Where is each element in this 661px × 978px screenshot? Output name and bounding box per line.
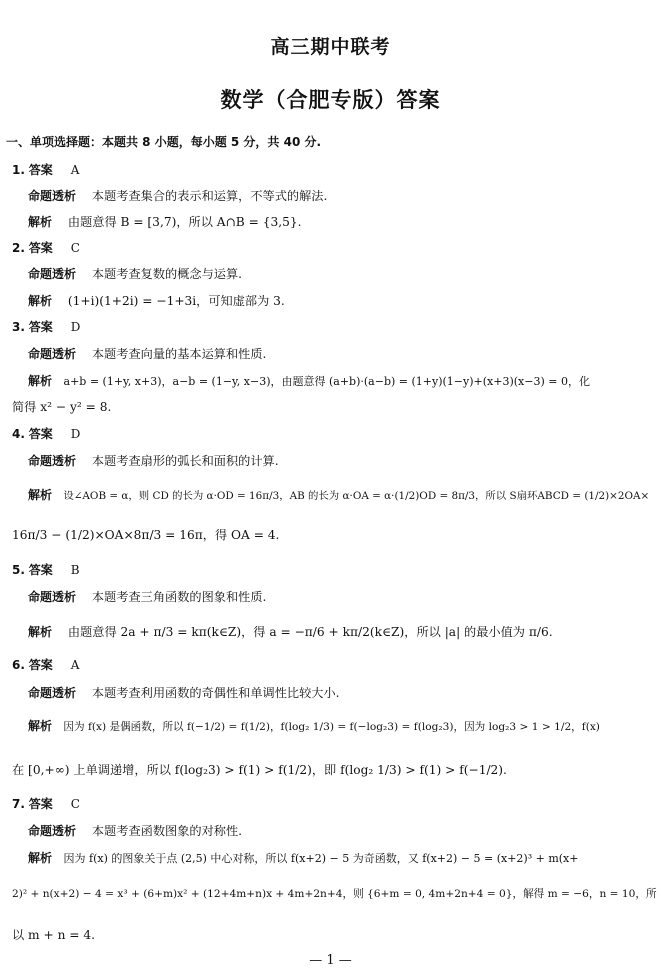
q6-analysis-label: 命题透析 <box>28 686 77 700</box>
q7-answer-value: C <box>70 797 80 811</box>
q3-analysis-text: 本题考查向量的基本运算和性质. <box>91 347 267 361</box>
q6-solution-line <box>28 718 600 735</box>
q3-number: 3. <box>12 320 25 334</box>
q5-analysis-line <box>28 589 266 605</box>
q6-analysis-line <box>28 685 340 701</box>
q2-answer-value: C <box>70 241 80 255</box>
q3-answer-line <box>12 319 80 335</box>
q5-answer-label: 答案 <box>28 563 53 577</box>
q7-analysis-text: 本题考查函数图象的对称性. <box>91 824 243 838</box>
q4-answer-label: 答案 <box>28 427 53 441</box>
q7-solution-end: 以 m + n = 4. <box>12 928 96 942</box>
q6-solution-cont: 在 [0,+∞) 上单调递增，所以 f(log₂3) > f(1) > f(1/2)，即 f(log₂ 1/3) > f(1) > f(−1/2). <box>12 763 507 777</box>
page-title: 高三期中联考 <box>270 36 391 58</box>
q4-analysis-text: 本题考查扇形的弧长和面积的计算. <box>91 454 279 468</box>
q5-answer-line <box>12 562 80 578</box>
q3-answer-label: 答案 <box>28 320 53 334</box>
q2-solution-line <box>28 293 285 309</box>
q4-number: 4. <box>12 427 25 441</box>
q7-solution-cont: 2)² + n(x+2) − 4 = x³ + (6+m)x² + (12+4m+n)x + 4m+2n+4，则 {6+m = 0, 4m+2n+4 = 0}，解得 m = −6，n = 10，所 <box>12 888 657 900</box>
q3-solution-line <box>28 373 590 390</box>
q2-solution-text: (1+i)(1+2i) = −1+3i，可知虚部为 3. <box>67 294 285 308</box>
page-number: — 1 — <box>309 953 352 968</box>
q6-answer-value: A <box>70 658 80 672</box>
q2-number: 2. <box>12 241 25 255</box>
q2-solution-label: 解析 <box>28 294 53 308</box>
q7-answer-label: 答案 <box>28 797 53 811</box>
q2-answer-label: 答案 <box>28 241 53 255</box>
q4-analysis-line <box>28 453 279 469</box>
q1-number: 1. <box>12 163 25 177</box>
q2-answer-line <box>12 240 80 256</box>
q1-analysis-label: 命题透析 <box>28 189 77 203</box>
q5-solution-label: 解析 <box>28 625 53 639</box>
q1-answer-value: A <box>70 163 80 177</box>
q4-solution-label: 解析 <box>28 488 53 502</box>
q4-solution-line <box>28 487 649 504</box>
q5-analysis-text: 本题考查三角函数的图象和性质. <box>91 590 267 604</box>
q3-solution-cont: 简得 x² − y² = 8. <box>12 400 112 414</box>
q3-analysis-label: 命题透析 <box>28 347 77 361</box>
q1-solution-line <box>28 214 301 230</box>
q6-answer-line <box>12 657 79 673</box>
page-subtitle: 数学（合肥专版）答案 <box>220 88 441 112</box>
q2-analysis-label: 命题透析 <box>28 267 77 281</box>
q5-answer-value: B <box>70 563 80 577</box>
q4-answer-value: D <box>70 427 81 441</box>
q7-answer-line <box>12 796 80 812</box>
q2-analysis-text: 本题考查复数的概念与运算. <box>91 267 243 281</box>
section-heading: 一、单项选择题：本题共 8 小题，每小题 5 分，共 40 分. <box>6 135 322 149</box>
q6-answer-label: 答案 <box>28 658 53 672</box>
q7-analysis-label: 命题透析 <box>28 824 77 838</box>
q7-solution-text: 因为 f(x) 的图象关于点 (2,5) 中心对称，所以 f(x+2) − 5 为奇函数，又 f(x+2) − 5 = (x+2)³ + m(x+ <box>63 852 579 865</box>
q5-analysis-label: 命题透析 <box>28 590 77 604</box>
q7-solution-line <box>28 850 578 867</box>
q2-analysis-line <box>28 266 242 282</box>
q1-analysis-text: 本题考查集合的表示和运算，不等式的解法. <box>91 189 328 203</box>
q7-analysis-line <box>28 823 242 839</box>
q3-answer-value: D <box>70 320 81 334</box>
q1-answer-line <box>12 162 79 178</box>
q4-solution-text: 设∠AOB = α，则 CD 的长为 α·OD = 16π/3，AB 的长为 α·OA = α·(1/2)OD = 8π/3，所以 S扇环ABCD = (1/2)×2OA× <box>63 490 650 502</box>
q1-analysis-line <box>28 188 327 204</box>
q4-answer-line <box>12 426 80 442</box>
q7-number: 7. <box>12 797 25 811</box>
q3-solution-text: a+b = (1+y, x+3)，a−b = (1−y, x−3)，由题意得 (a+b)·(a−b) = (1+y)(1−y)+(x+3)(x−3) = 0，化 <box>63 375 590 388</box>
q5-number: 5. <box>12 563 25 577</box>
q6-solution-text: 因为 f(x) 是偶函数，所以 f(−1/2) = f(1/2)，f(log₂ 1/3) = f(−log₂3) = f(log₂3)，因为 log₂3 > 1 > 1/2，f(x) <box>63 721 600 733</box>
q6-number: 6. <box>12 658 25 672</box>
q5-solution-line <box>28 624 553 640</box>
q6-analysis-text: 本题考查利用函数的奇偶性和单调性比较大小. <box>91 686 340 700</box>
q4-analysis-label: 命题透析 <box>28 454 77 468</box>
q1-solution-label: 解析 <box>28 215 53 229</box>
q3-solution-label: 解析 <box>28 374 53 388</box>
q1-solution-text: 由题意得 B = [3,7)，所以 A∩B = {3,5}. <box>67 215 302 229</box>
q4-solution-cont: 16π/3 − (1/2)×OA×8π/3 = 16π，得 OA = 4. <box>12 528 280 542</box>
q3-analysis-line <box>28 346 266 362</box>
q6-solution-label: 解析 <box>28 719 53 733</box>
q5-solution-text: 由题意得 2a + π/3 = kπ(k∈Z)，得 a = −π/6 + kπ/2(k∈Z)，所以 |a| 的最小值为 π/6. <box>67 625 553 639</box>
q1-answer-label: 答案 <box>28 163 53 177</box>
q7-solution-label: 解析 <box>28 851 53 865</box>
